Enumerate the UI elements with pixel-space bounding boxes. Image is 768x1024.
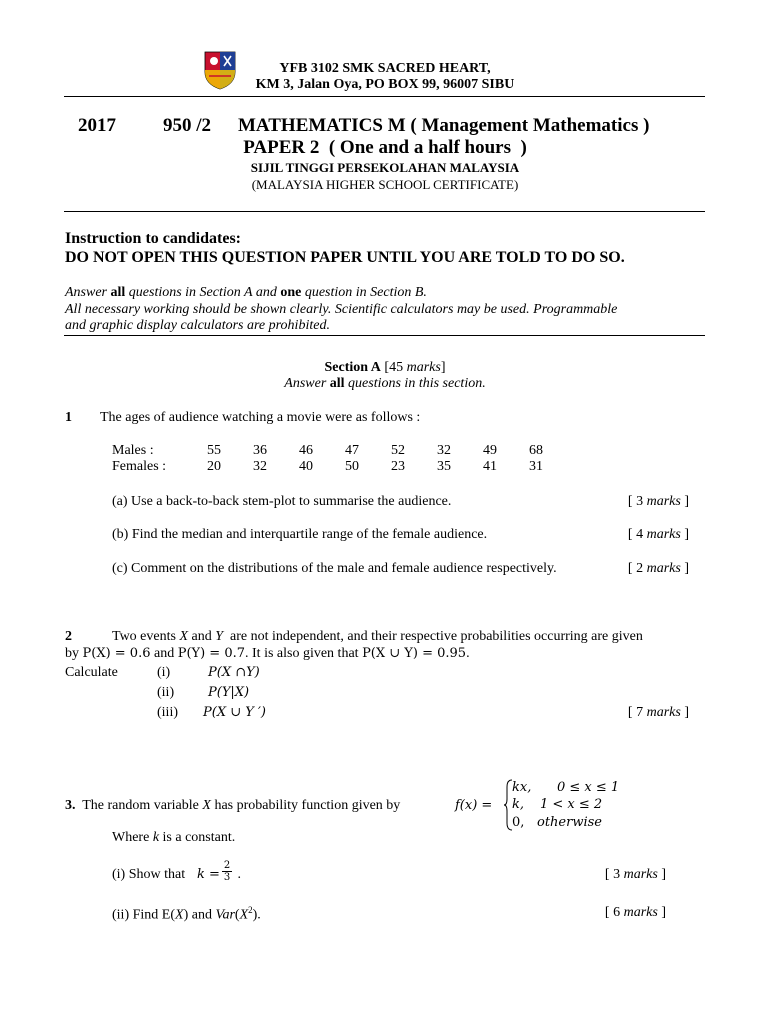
question-1a-marks: [ 3 marks ] <box>627 494 689 509</box>
case-3-expr: 0, <box>512 815 525 830</box>
question-2i-label: (i) <box>157 665 171 680</box>
question-3-text: 3. The random variable X has probability function given by <box>65 798 401 813</box>
question-1b-marks: [ 4 marks ] <box>627 527 689 542</box>
question-1c-text: (c) Comment on the distributions of the male and female audience respectively. <box>112 561 557 576</box>
fraction-denominator: 3 <box>223 872 231 883</box>
question-2-text-line-1: Two events X and Y are not independent, and their respective probabilities occurring are given <box>112 629 643 644</box>
table-cell: 68 <box>529 443 543 458</box>
table-cell: 49 <box>483 443 497 458</box>
do-not-open-warning: DO NOT OPEN THIS QUESTION PAPER UNTIL YOU ARE TOLD TO DO SO. <box>65 249 625 266</box>
question-1-number: 1 <box>65 410 72 425</box>
ages-table <box>112 443 559 475</box>
table-cell: 55 <box>207 443 221 458</box>
question-3-where: Where k is a constant. <box>112 830 236 845</box>
exam-year: 2017 <box>78 115 116 136</box>
question-3ii-marks: [ 6 marks ] <box>604 905 666 920</box>
question-1a-text: (a) Use a back-to-back stem-plot to summarise the audience. <box>112 494 452 509</box>
question-2-calculate: Calculate <box>65 665 118 680</box>
school-name: YFB 3102 SMK SACRED HEART, <box>279 61 491 76</box>
question-2-marks: [ 7 marks ] <box>627 705 689 720</box>
instruction-divider <box>64 335 705 336</box>
question-3i-text: (i) Show that <box>112 867 189 882</box>
question-2-number: 2 <box>65 629 72 644</box>
table-row <box>112 443 559 459</box>
table-cell: 23 <box>391 459 405 474</box>
question-3i-k: k = <box>197 867 220 882</box>
case-2-expr: k, <box>512 797 525 812</box>
paper-duration: PAPER 2 ( One and a half hours ) <box>243 137 527 158</box>
table-cell: 32 <box>437 443 451 458</box>
case-1-expr: kx, <box>512 780 532 795</box>
question-2iii-label: (iii) <box>157 705 178 720</box>
table-cell: 41 <box>483 459 497 474</box>
question-2ii-label: (ii) <box>157 685 175 700</box>
question-3ii-text: (ii) Find E(X) and $Var(X^2)$. <box>112 905 261 923</box>
section-a-instruction: Answer all questions in this section. <box>284 376 486 391</box>
title-divider <box>64 211 705 212</box>
section-a-title: Section A [45 marks] <box>324 360 446 375</box>
case-1-condition: 0 ≤ x ≤ 1 <box>557 780 620 795</box>
table-row <box>112 459 559 475</box>
question-3i-end: . <box>234 867 241 882</box>
row-label-females: Females : <box>112 459 167 474</box>
instruction-heading: Instruction to candidates: <box>65 230 242 247</box>
function-f-of-x: f(x) = <box>455 798 493 813</box>
table-cell: 32 <box>253 459 267 474</box>
row-label-males: Males : <box>112 443 154 458</box>
question-1-text: The ages of audience watching a movie were as follows : <box>100 410 421 425</box>
certificate-malay: SIJIL TINGGI PERSEKOLAHAN MALAYSIA <box>250 160 520 175</box>
question-2-text-line-2: by P(X) = 0.6 and P(Y) = 0.7. It is also given that P(X ∪ Y) = 0.95. <box>65 646 470 661</box>
case-3-condition: otherwise <box>537 815 602 830</box>
table-cell: 52 <box>391 443 405 458</box>
subject-title: MATHEMATICS M ( Management Mathematics ) <box>238 115 650 136</box>
instruction-line-1: Answer all questions in Section A and one question in Section B. <box>65 285 427 300</box>
table-cell: 46 <box>299 443 313 458</box>
table-cell: 31 <box>529 459 543 474</box>
table-cell: 40 <box>299 459 313 474</box>
header-divider <box>64 96 705 97</box>
question-2iii-expr: P(X ∪ Y ′) <box>203 705 266 720</box>
question-2i-expr: P(X ∩Y) <box>208 665 260 680</box>
table-cell: 36 <box>253 443 267 458</box>
instruction-line-2: All necessary working should be shown clearly. Scientific calculators may be used. Programmable <box>65 302 618 317</box>
table-cell: 20 <box>207 459 221 474</box>
table-cell: 35 <box>437 459 451 474</box>
question-1b-text: (b) Find the median and interquartile range of the female audience. <box>112 527 488 542</box>
table-cell: 47 <box>345 443 359 458</box>
table-cell: 50 <box>345 459 359 474</box>
instruction-line-3: and graphic display calculators are prohibited. <box>65 318 330 333</box>
fraction-numerator: 2 <box>223 860 231 871</box>
school-address: KM 3, Jalan Oya, PO BOX 99, 96007 SIBU <box>255 77 515 92</box>
case-2-condition: 1 < x ≤ 2 <box>540 797 603 812</box>
certificate-english: (MALAYSIA HIGHER SCHOOL CERTIFICATE) <box>251 177 519 192</box>
question-2ii-expr: P(Y|X) <box>208 685 250 700</box>
paper-code: 950 /2 <box>163 115 212 136</box>
question-1c-marks: [ 2 marks ] <box>627 561 689 576</box>
question-3i-marks: [ 3 marks ] <box>604 867 666 882</box>
fraction-two-thirds <box>222 860 232 883</box>
